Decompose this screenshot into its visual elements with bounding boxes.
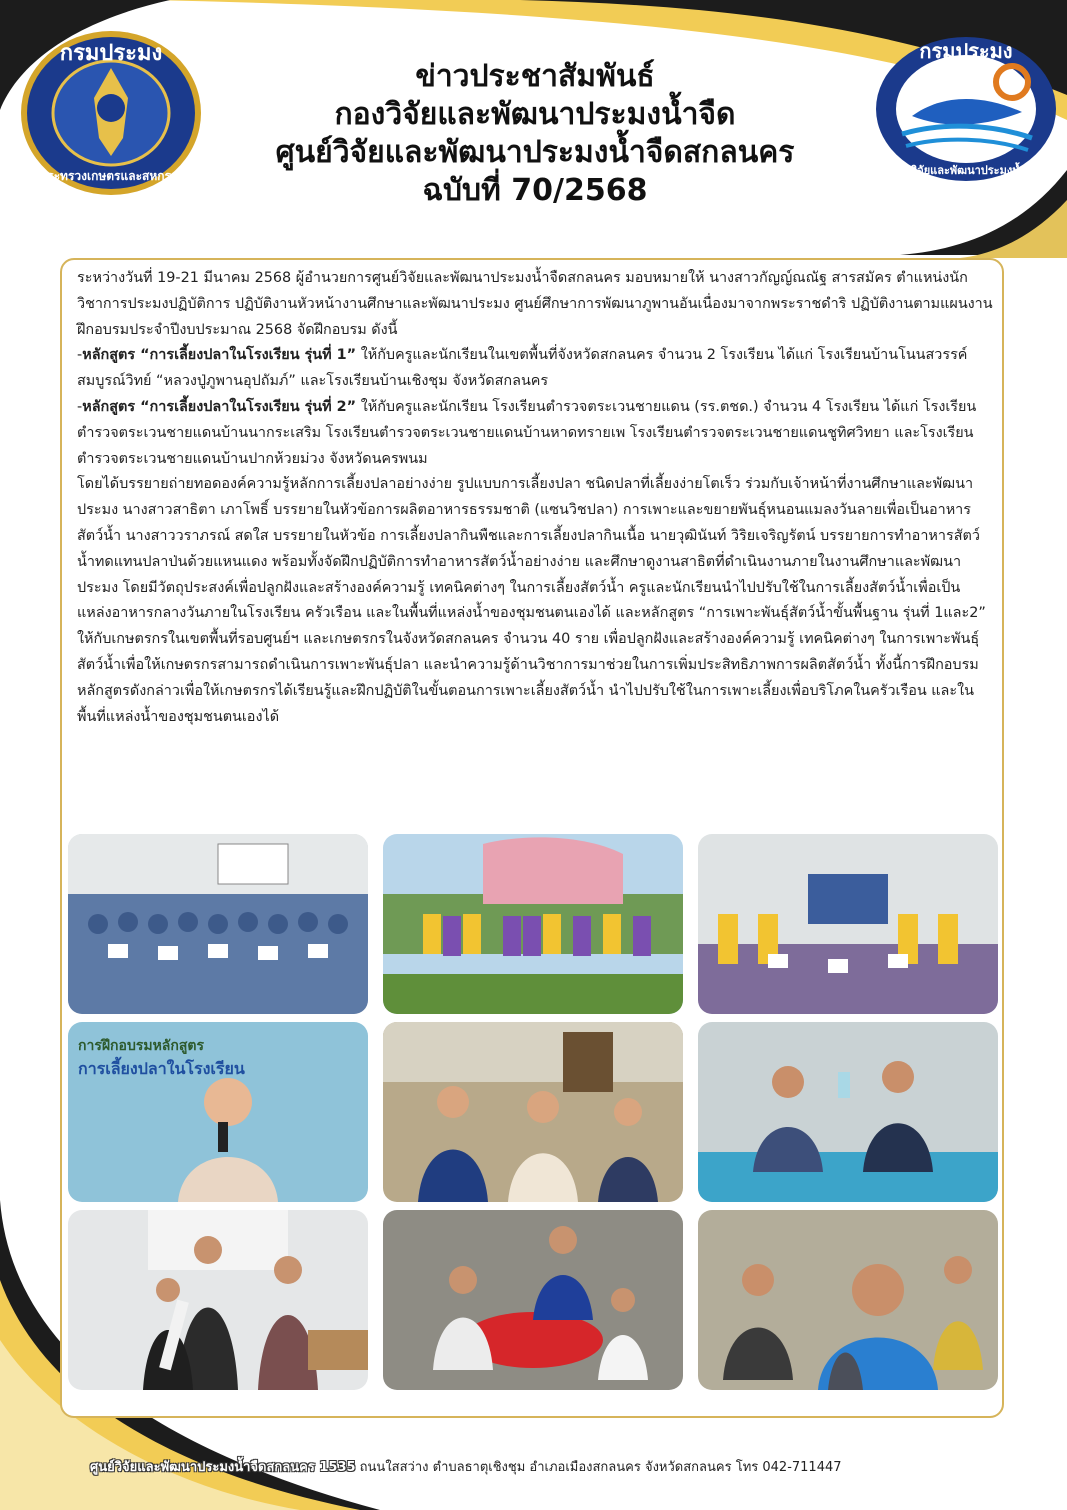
- content-panel: [60, 258, 1004, 1418]
- photo-students-with-pipes: [68, 1210, 368, 1390]
- header-center: ศูนย์วิจัยและพัฒนาประมงน้ำจืดสกลนคร: [275, 135, 795, 170]
- header-title: ข่าวประชาสัมพันธ์: [415, 59, 655, 94]
- photo-group-certificates-2: [698, 834, 998, 1014]
- slide-title-line2: การเลี้ยงปลาในโรงเรียน: [78, 1059, 245, 1078]
- course-2-details: ให้กับครูและนักเรียน โรงเรียนตำรวจตระเวนชายแดน (รร.ตชด.) จำนวน 4 โรงเรียน ได้แก่ โรงเรียนตำรวจตระเวนชายแดนบ้านนากระเสริม โรงเรียนตำรวจตระเวนชายแดนบ้านหาดทรายเพ โรงเรียนตำรวจตระเวนชายแดนชูทิศวิทยา และโรงเรียนตำรวจตระเวนชายแดนบ้านปากห้วยม่วง จังหวัดนครพนม: [77, 398, 977, 467]
- course-2-title: หลักสูตร “การเลี้ยงปลาในโรงเรียน รุ่นที่ 2”: [82, 398, 357, 415]
- news-body: [77, 266, 993, 730]
- course-1-paragraph: [77, 343, 993, 395]
- right-logo-bottom-text: กองวิจัยและพัฒนาประมงน้ำจืด: [892, 164, 1040, 177]
- photo-fish-handling: [383, 1210, 683, 1390]
- course-1-dash: -: [77, 347, 83, 364]
- photo-group-certificates-1: [68, 834, 368, 1014]
- header-issue-number: ฉบับที่ 70/2568: [422, 173, 648, 208]
- right-logo-top-text: กรมประมง: [919, 39, 1013, 63]
- news-header: [190, 58, 880, 210]
- photo-classroom-lecture: [383, 1022, 683, 1202]
- department-of-fisheries-logo: [18, 28, 204, 198]
- course-1-title: หลักสูตร “การเลี้ยงปลาในโรงเรียน รุ่นที่ 1”: [82, 347, 357, 364]
- left-logo-top-text: กรมประมง: [59, 41, 163, 66]
- footer-bar: [380, 1474, 1067, 1510]
- footer-address: [90, 1456, 1050, 1477]
- photo-students-outdoor: [383, 834, 683, 1014]
- slide-title-line1: การฝึกอบรมหลักสูตร: [78, 1038, 205, 1054]
- footer-org-name: ศูนย์วิจัยและพัฒนาประมงน้ำจืดสกลนคร 1535: [90, 1460, 356, 1475]
- photo-practical-training: [698, 1022, 998, 1202]
- freshwater-division-logo: [872, 34, 1060, 184]
- details-paragraph: โดยได้บรรยายถ่ายทอดองค์ความรู้หลักการเลี้ยงปลาอย่างง่าย รูปแบบการเลี้ยงปลา ชนิดปลาที่เลี้ยงง่ายโตเร็ว ร่วมกับเจ้าหน้าที่งานศึกษาและพัฒนาประมง นางสาวสาธิตา เภาโพธิ์ บรรยายในหัวข้อการผลิตอาหารธรรมชาติ (แซนวิชปลา) การเพาะและขยายพันธุ์หนอนแมลงวันลายเพื่อเป็นอาหารสัตว์น้ำ นางสาววราภรณ์ สดใส บรรยายในหัวข้อ การเลี้ยงปลากินพืชและการเลี้ยงปลากินเนื้อ นายวุฒินันท์ วิริยเจริญรัตน์ บรรยายการทำอาหารสัตว์น้ำทดแทนปลาป่นด้วยแหนแดง พร้อมทั้งจัดฝึกปฏิบัติการทำอาหารสัตว์น้ำอย่างง่าย และศึกษาดูงานสาธิตที่ดำเนินงานภายในงานศึกษาและพัฒนาประมง โดยมีวัตถุประสงค์เพื่อปลูกฝังและสร้างองค์ความรู้ เทคนิคต่างๆ ในการเลี้ยงสัตว์น้ำ ครูและนักเรียนนำไปปรับใช้ในการเลี้ยงสัตว์น้ำเพื่อเป็นแหล่งอาหารกลางวันภายในโรงเรียน ครัวเรือน และในพื้นที่แหล่งน้ำของชุมชนตนเองได้ และหลักสูตร “การเพาะพันธุ์สัตว์น้ำขั้นพื้นฐาน รุ่นที่ 1และ2” ให้กับเกษตรกรในเขตพื้นที่รอบศูนย์ฯ และเกษตรกรในจังหวัดสกลนคร จำนวน 40 ราย เพื่อปลูกฝังและสร้างองค์ความรู้ เทคนิคต่างๆ ในการเพาะพันธุ์สัตว์น้ำเพื่อให้เกษตรกรสามารถดำเนินการเพาะพันธุ์ปลา และนำความรู้ด้านวิชาการมาช่วยในการเพิ่มประสิทธิภาพการผลิตสัตว์น้ำ ทั้งนี้การฝึกอบรมหลักสูตรดังกล่าวเพื่อให้เกษตรกรได้เรียนรู้และฝึกปฏิบัติในขั้นตอนการเพาะเลี้ยงสัตว์น้ำ นำไปปรับใช้ในการเพาะเลี้ยงเพื่อบริโภคในครัวเรือน และในพื้นที่แหล่งน้ำของชุมชนตนเองได้: [77, 476, 986, 725]
- header-division: กองวิจัยและพัฒนาประมงน้ำจืด: [334, 97, 736, 132]
- footer-address-text: ถนนใสสว่าง ตำบลธาตุเชิงชุม อำเภอเมืองสกลนคร จังหวัดสกลนคร โทร 042-711447: [355, 1460, 842, 1475]
- photo-speaker-presentation: [68, 1022, 368, 1202]
- intro-paragraph: ระหว่างวันที่ 19-21 มีนาคม 2568 ผู้อำนวยการศูนย์วิจัยและพัฒนาประมงน้ำจืดสกลนคร มอบหมายให้ นางสาวกัญญ์ณณัฐ สารสมัคร ตำแหน่งนักวิชาการประมงปฏิบัติการ ปฏิบัติงานหัวหน้างานศึกษาและพัฒนาประมง ศูนย์ศึกษาการพัฒนาภูพานอันเนื่องมาจากพระราชดำริ ปฏิบัติงานตามแผนงานฝึกอบรมประจำปีงบประมาณ 2568 จัดฝึกอบรม ดังนี้: [77, 270, 993, 338]
- photo-farmers-audience: [698, 1210, 998, 1390]
- course-1-details: ให้กับครูและนักเรียนในเขตพื้นที่จังหวัดสกลนคร จำนวน 2 โรงเรียน ได้แก่ โรงเรียนบ้านโนนสวรรค์สมบูรณ์วิทย์ “หลวงปู่ภูพานอุปถัมภ์” และโรงเรียนบ้านเชิงชุม จังหวัดสกลนคร: [77, 347, 968, 390]
- course-2-paragraph: [77, 395, 993, 472]
- course-2-dash: -: [77, 398, 83, 415]
- left-logo-bottom-text: กระทรวงเกษตรและสหกรณ์: [39, 169, 183, 183]
